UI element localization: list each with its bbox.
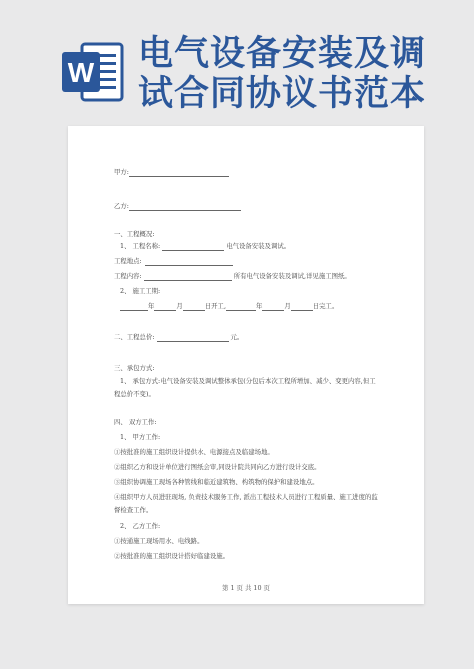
party-a-label: 甲方: xyxy=(114,168,129,176)
section-3-heading: 三、承包方式: xyxy=(114,364,155,372)
project-name-label: 1、 工程名称: xyxy=(120,242,161,250)
section-4-heading: 四、 双方工作: xyxy=(114,418,157,426)
party-b-duty-2: ②按批准的施工组织设计搭好临建设施。 xyxy=(114,552,230,560)
total-price-suffix: 元。 xyxy=(230,333,244,341)
start-day-blank xyxy=(183,303,205,311)
project-site-label: 工程地点: xyxy=(114,257,142,265)
schedule-heading: 2、 施工工期: xyxy=(120,287,161,295)
party-b-duties-heading: 2、 乙方工作: xyxy=(120,522,161,530)
project-site-blank xyxy=(145,258,233,266)
contract-method-line2: 程总价不变)。 xyxy=(114,390,155,398)
schedule-dates-row xyxy=(120,302,338,311)
party-b-blank xyxy=(129,203,241,211)
project-content-row xyxy=(114,272,351,281)
start-day-label: 日开工, xyxy=(204,302,226,310)
header xyxy=(0,0,474,120)
word-icon-letter: W xyxy=(67,57,95,88)
section-1-heading: 一、工程概况: xyxy=(114,230,155,238)
project-content-blank xyxy=(144,273,232,281)
section-2-heading: 二、工程总价: xyxy=(114,333,155,341)
party-b-label: 乙方: xyxy=(114,202,129,210)
total-price-blank xyxy=(157,334,229,342)
section-2-row xyxy=(114,333,243,342)
party-a-duties-heading: 1、 甲方工作: xyxy=(120,433,161,441)
end-day-label: 日完工。 xyxy=(312,302,339,310)
project-content-suffix: 所有电气设备安装及调试,详见施工图纸。 xyxy=(233,272,351,280)
project-site-row xyxy=(114,257,233,266)
party-a-duty-2: ②组织乙方和设计单位进行图纸会审,同设计院共同向乙方进行设计交底。 xyxy=(114,463,321,471)
party-a-duty-3: ③组织协调施工现场各种管线和临近建筑物、构筑物的保护和建设地点。 xyxy=(114,478,319,486)
start-year-label: 年 xyxy=(148,302,155,310)
start-year-blank xyxy=(120,303,148,311)
word-icon xyxy=(58,38,126,106)
party-b-row xyxy=(114,202,241,211)
project-name-row xyxy=(120,242,290,251)
page-title-line1: 电气设备安装及调 xyxy=(138,33,427,74)
end-year-label: 年 xyxy=(256,302,263,310)
end-month-blank xyxy=(262,303,284,311)
party-a-duty-1: ①按批准的施工组织设计提供水、电源接点及临建场地。 xyxy=(114,448,274,456)
start-month-blank xyxy=(154,303,176,311)
start-month-label: 月 xyxy=(176,302,183,310)
project-name-blank xyxy=(162,243,224,251)
party-a-duty-4-line1: ④组织甲方人员进驻现场, 负责技术服务工作, 派出工程技术人员进行工程质量、施工进度的监 xyxy=(114,493,378,501)
end-day-blank xyxy=(291,303,313,311)
project-content-label: 工程内容: xyxy=(114,272,142,280)
document-page xyxy=(68,126,424,604)
project-name-suffix: 电气设备安装及调试。 xyxy=(226,242,291,250)
end-month-label: 月 xyxy=(284,302,291,310)
contract-method-line1: 1、 承包方式:电气设备安装及调试整体承包(分包后本次工程所增加、减少、变更内容,但工 xyxy=(120,377,376,385)
end-year-blank xyxy=(226,303,256,311)
page-number-footer: 第 1 页 共 10 页 xyxy=(222,584,270,592)
page-title-line2: 试合同协议书范本 xyxy=(138,73,427,114)
party-a-blank xyxy=(129,169,229,177)
party-a-row xyxy=(114,168,229,177)
party-a-duty-4-line2: 督检查工作。 xyxy=(114,506,153,514)
party-b-duty-1: ①按通施工现场用水、电线路。 xyxy=(114,537,204,545)
